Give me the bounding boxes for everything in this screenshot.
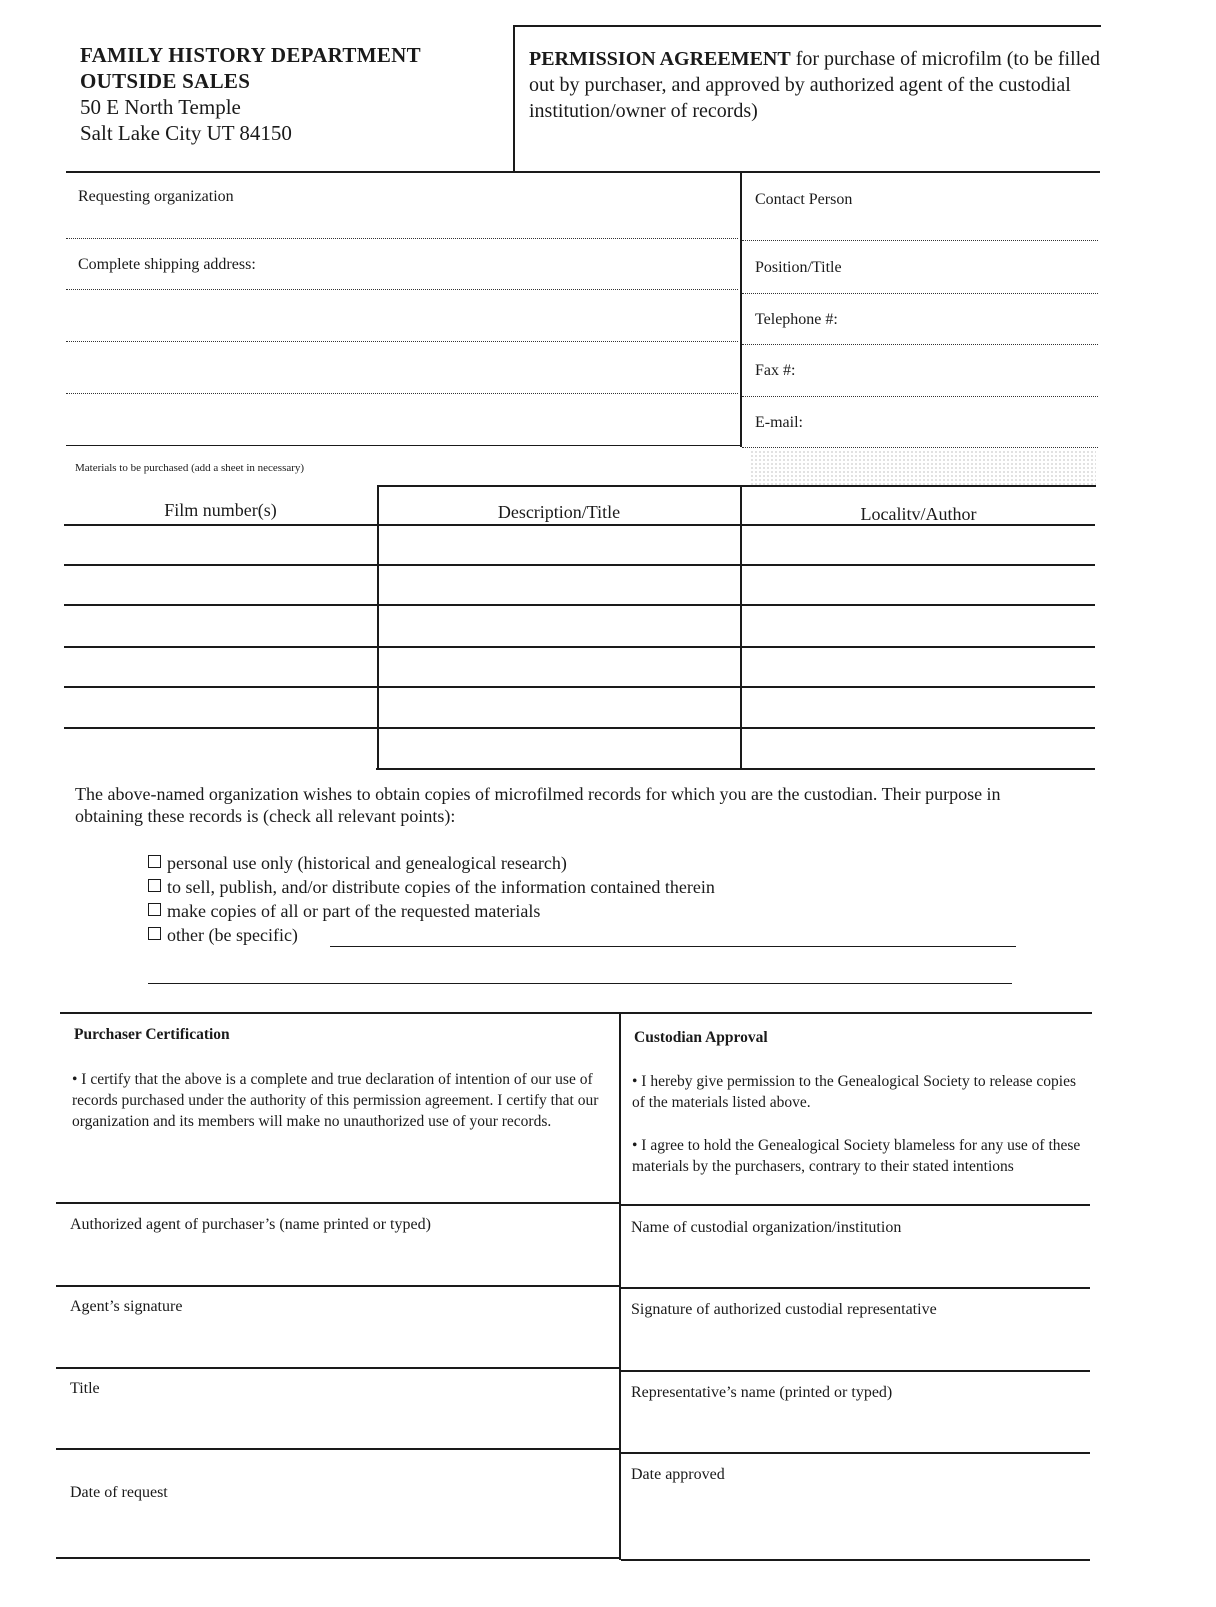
header-bottom-rule xyxy=(66,171,1100,173)
date-of-request-label: Date of request xyxy=(70,1484,168,1501)
fax-label: Fax #: xyxy=(755,362,796,379)
other-specify-field-2[interactable] xyxy=(148,983,1012,984)
custodial-org-field[interactable] xyxy=(621,1287,1090,1289)
shipping-address-field-4[interactable] xyxy=(66,445,741,446)
custodial-signature-label: Signature of authorized custodial representative xyxy=(631,1301,937,1318)
date-approved-field[interactable] xyxy=(621,1559,1090,1561)
department-unit: OUTSIDE SALES xyxy=(80,69,251,93)
column-header-locality: Localitv/Author xyxy=(860,504,977,524)
checkbox-icon[interactable] xyxy=(148,855,161,868)
purpose-option-other[interactable]: other (be specific) xyxy=(148,925,298,946)
header-box-top xyxy=(513,25,1101,27)
purchaser-section-rule xyxy=(56,1202,619,1204)
custodian-section-rule xyxy=(621,1204,1090,1206)
position-title-label: Position/Title xyxy=(755,259,842,276)
shipping-address-field-2[interactable] xyxy=(66,341,738,342)
header-divider xyxy=(513,25,515,171)
shipping-address-label: Complete shipping address: xyxy=(78,256,256,273)
purchaser-statement: • I certify that the above is a complete and true declaration of intention of our use of records purchased under the authority of this permission agreement. I certify that our organization and its members will make no unauthorized use of your records. xyxy=(72,1071,599,1130)
representative-name-field[interactable] xyxy=(621,1452,1090,1454)
contact-section-divider xyxy=(740,171,742,447)
certification-top-rule xyxy=(60,1012,1092,1014)
contact-person-field[interactable] xyxy=(742,240,1098,241)
column-header-description: Description/Title xyxy=(497,502,621,522)
custodian-heading: Custodian Approval xyxy=(634,1029,768,1046)
position-title-field[interactable] xyxy=(742,293,1098,294)
agent-name-label: Authorized agent of purchaser’s (name printed or typed) xyxy=(70,1216,431,1233)
department-name: FAMILY HISTORY DEPARTMENT xyxy=(80,43,421,67)
agreement-title-description: for purchase of microfilm (to be filled out by purchaser, and approved by authorized agent of the custodial institution/owner of records) xyxy=(529,48,1101,122)
purchaser-heading: Purchaser Certification xyxy=(74,1026,230,1043)
date-approved-label: Date approved xyxy=(631,1466,725,1483)
telephone-field[interactable] xyxy=(742,344,1098,345)
table-row[interactable] xyxy=(64,604,1095,606)
agent-title-field[interactable] xyxy=(56,1448,619,1450)
table-row[interactable] xyxy=(64,564,1095,566)
agent-name-field[interactable] xyxy=(56,1285,619,1287)
shipping-address-field-3[interactable] xyxy=(66,393,738,394)
table-row[interactable] xyxy=(64,727,1095,729)
telephone-label: Telephone #: xyxy=(755,311,838,328)
agent-signature-label: Agent’s signature xyxy=(70,1298,183,1315)
requesting-org-label: Requesting organization xyxy=(78,188,234,205)
custodial-signature-field[interactable] xyxy=(621,1370,1090,1372)
table-row[interactable] xyxy=(64,524,1095,526)
checkbox-icon[interactable] xyxy=(148,903,161,916)
agent-signature-field[interactable] xyxy=(56,1367,619,1369)
custodian-statement-blameless: • I agree to hold the Genealogical Society blameless for any use of these materials by the purchasers, contrary to their stated intentions xyxy=(632,1137,1081,1175)
address-line-1: 50 E North Temple xyxy=(80,95,241,119)
address-line-2: Salt Lake City UT 84150 xyxy=(80,121,292,145)
checkbox-icon[interactable] xyxy=(148,927,161,940)
representative-name-label: Representative’s name (printed or typed) xyxy=(631,1384,893,1401)
purpose-intro: The above-named organization wishes to obtain copies of microfilmed records for which you are the custodian. Their purpose in obtaining these records is (check all relevant points): xyxy=(75,784,1001,826)
requesting-org-field[interactable] xyxy=(66,238,738,239)
materials-table-top xyxy=(378,485,1096,487)
fax-field[interactable] xyxy=(742,396,1098,397)
materials-col-divider-1 xyxy=(377,485,379,768)
email-field[interactable] xyxy=(742,447,1098,448)
contact-person-label: Contact Person xyxy=(755,191,853,208)
purpose-option-copies[interactable]: make copies of all or part of the requested materials xyxy=(148,901,540,922)
custodian-statement-permission: • I hereby give permission to the Genealogical Society to release copies of the materials listed above. xyxy=(632,1073,1077,1111)
checkbox-icon[interactable] xyxy=(148,879,161,892)
purpose-option-sell[interactable]: to sell, publish, and/or distribute copies of the information contained therein xyxy=(148,877,715,898)
other-specify-field-1[interactable] xyxy=(330,946,1016,947)
table-row[interactable] xyxy=(376,768,1095,770)
materials-note: Materials to be purchased (add a sheet in necessary) xyxy=(75,462,305,474)
department-address-block xyxy=(80,42,421,146)
custodial-org-label: Name of custodial organization/institution xyxy=(631,1219,902,1236)
agreement-title xyxy=(529,46,1109,124)
date-of-request-field[interactable] xyxy=(56,1557,619,1559)
table-row[interactable] xyxy=(64,646,1095,648)
certification-divider xyxy=(619,1012,621,1560)
agreement-title-bold: PERMISSION AGREEMENT xyxy=(529,48,791,70)
materials-col-divider-2 xyxy=(740,485,742,768)
column-header-film-number: Film number(s) xyxy=(164,500,277,520)
purpose-option-personal[interactable]: personal use only (historical and genealogical research) xyxy=(148,853,567,874)
table-row[interactable] xyxy=(64,686,1095,688)
scan-noise xyxy=(750,450,1096,486)
shipping-address-field-1[interactable] xyxy=(66,289,738,290)
email-label: E-mail: xyxy=(755,414,803,431)
agent-title-label: Title xyxy=(70,1380,100,1397)
